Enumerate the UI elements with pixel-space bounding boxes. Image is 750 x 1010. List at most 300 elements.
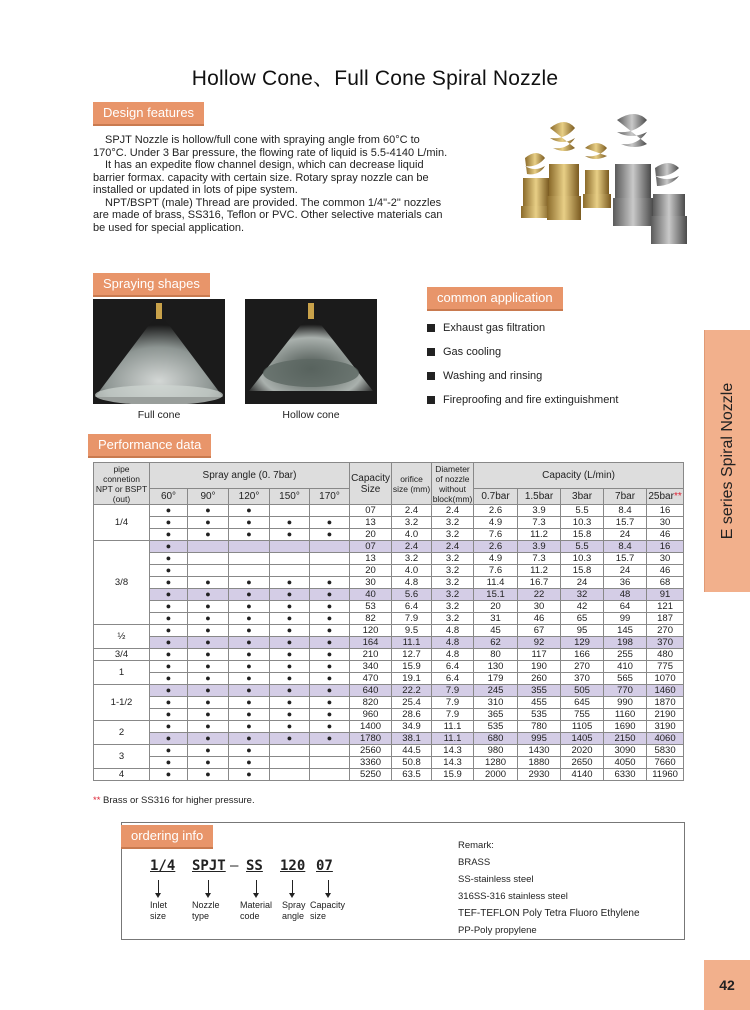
capacity-size-cell: 30 — [350, 577, 392, 589]
spray-angle-dot: ● — [150, 757, 188, 769]
orifice-cell: 3.2 — [392, 517, 432, 529]
design-paragraph-2: It has an expedite flow channel design, which can decrease liquid barrier formax. capacity with certain size. Rotary spray nozzle can be installed or updated in lots of pipe system. — [93, 159, 429, 196]
spray-angle-dot — [310, 769, 350, 781]
design-paragraph-1: SPJT Nozzle is hollow/full cone with spraying angle from 60°C to 170°C. Under 3 Bar pressure, the flowing rate of liquid is 5.5-4140 L/min. — [93, 134, 448, 159]
ordering-info-tag: ordering info — [121, 825, 213, 849]
pipe-size-cell: 3 — [94, 745, 150, 769]
diameter-cell: 2.4 — [432, 505, 474, 517]
table-row — [94, 553, 684, 565]
arrow-down-icon — [253, 893, 259, 898]
table-row — [94, 625, 684, 637]
spray-angle-dot: ● — [229, 673, 270, 685]
table-row — [94, 637, 684, 649]
pressure-header: 7bar — [604, 489, 647, 505]
capacity-cell: 4.9 — [474, 553, 518, 565]
spray-angle-dot: ● — [229, 529, 270, 541]
capacity-cell: 99 — [604, 613, 647, 625]
spray-angle-dot: ● — [150, 577, 188, 589]
diameter-cell: 3.2 — [432, 565, 474, 577]
arrow-line — [158, 880, 159, 894]
orifice-cell: 4.0 — [392, 529, 432, 541]
table-row — [94, 601, 684, 613]
spray-angle-dot: ● — [188, 517, 229, 529]
capacity-size-cell: 82 — [350, 613, 392, 625]
code-capacity: 07 — [316, 858, 333, 874]
capacity-cell: 1460 — [647, 685, 684, 697]
spray-angle-dot: ● — [310, 685, 350, 697]
pressure-header: 25bar** — [647, 489, 684, 505]
capacity-cell: 16 — [647, 505, 684, 517]
capacity-cell: 62 — [474, 637, 518, 649]
capacity-cell: 6330 — [604, 769, 647, 781]
capacity-cell: 2190 — [647, 709, 684, 721]
spray-angle-dot: ● — [229, 697, 270, 709]
spray-angle-dot: ● — [229, 709, 270, 721]
spray-angle-dot: ● — [310, 589, 350, 601]
capacity-size-cell: 07 — [350, 541, 392, 553]
bullet-square-icon — [427, 396, 435, 404]
capacity-cell: 1160 — [604, 709, 647, 721]
spray-angle-dot — [270, 757, 310, 769]
diameter-cell: 4.8 — [432, 649, 474, 661]
orifice-cell: 11.1 — [392, 637, 432, 649]
spray-angle-dot: ● — [270, 673, 310, 685]
spiral-nozzles-photo — [505, 108, 695, 248]
capacity-cell: 67 — [518, 625, 561, 637]
capacity-cell: 7.6 — [474, 565, 518, 577]
spray-angle-dot: ● — [270, 733, 310, 745]
capacity-cell: 36 — [604, 577, 647, 589]
brass-nozzle-1 — [521, 153, 551, 218]
spray-angle-dot: ● — [270, 649, 310, 661]
capacity-size-cell: 640 — [350, 685, 392, 697]
capacity-cell: 11.2 — [518, 565, 561, 577]
diameter-header: Diameter of nozzle without block(mm) — [432, 463, 473, 504]
spray-angle-dot: ● — [229, 721, 270, 733]
capacity-cell: 198 — [604, 637, 647, 649]
spray-angle-dot: ● — [150, 661, 188, 673]
capacity-cell: 245 — [474, 685, 518, 697]
capacity-cell: 7.6 — [474, 529, 518, 541]
diameter-cell: 7.9 — [432, 697, 474, 709]
application-list — [427, 316, 677, 412]
code-spray-angle: 120 — [280, 858, 306, 874]
steel-nozzle-2 — [651, 163, 687, 244]
diameter-cell: 7.9 — [432, 709, 474, 721]
capacity-cell: 129 — [561, 637, 604, 649]
spray-angle-dot: ● — [150, 721, 188, 733]
capacity-cell: 3090 — [604, 745, 647, 757]
spray-angle-dot: ● — [229, 505, 270, 517]
spray-angle-dot: ● — [310, 697, 350, 709]
spray-angle-dot — [229, 553, 270, 565]
application-item: Washing and rinsing — [427, 364, 677, 388]
table-row — [94, 685, 684, 697]
spray-angle-dot: ● — [150, 769, 188, 781]
capacity-cell: 410 — [604, 661, 647, 673]
capacity-cell: 4060 — [647, 733, 684, 745]
capacity-cell: 15.8 — [561, 565, 604, 577]
spray-angle-dot: ● — [150, 517, 188, 529]
code-nozzle-type: SPJT — [192, 858, 226, 874]
diameter-cell: 3.2 — [432, 613, 474, 625]
capacity-size-cell: 2560 — [350, 745, 392, 757]
capacity-cell: 4.9 — [474, 517, 518, 529]
design-paragraph-3: NPT/BSPT (male) Thread are provided. The common 1/4"-2" nozzles are made of brass, SS316, Teflon or PVC. Other selective materials can be used for special application. — [93, 196, 443, 234]
spray-angle-dot: ● — [270, 625, 310, 637]
capacity-cell: 310 — [474, 697, 518, 709]
angle-header: 120° — [229, 489, 270, 505]
capacity-cell: 91 — [647, 589, 684, 601]
orifice-cell: 9.5 — [392, 625, 432, 637]
spray-angle-dot: ● — [229, 589, 270, 601]
pressure-header: 0.7bar — [474, 489, 518, 505]
capacity-cell: 166 — [561, 649, 604, 661]
pipe-size-cell: 1-1/2 — [94, 685, 150, 721]
remark-item: 316SS-316 stainless steel — [458, 891, 568, 902]
ordering-code — [150, 858, 410, 878]
spray-angle-dot — [310, 505, 350, 517]
capacity-cell: 355 — [518, 685, 561, 697]
capacity-cell: 68 — [647, 577, 684, 589]
application-item: Fireproofing and fire extinguishment — [427, 388, 677, 412]
page-title: Hollow Cone、Full Cone Spiral Nozzle — [191, 67, 559, 90]
spray-angle-dot: ● — [188, 613, 229, 625]
capacity-cell: 11.2 — [518, 529, 561, 541]
spray-angle-dot: ● — [229, 745, 270, 757]
performance-table-body — [94, 505, 684, 781]
spray-angle-dot: ● — [310, 721, 350, 733]
spray-angle-dot: ● — [229, 649, 270, 661]
diameter-cell: 6.4 — [432, 673, 474, 685]
capacity-cell: 95 — [561, 625, 604, 637]
capacity-cell: 24 — [604, 565, 647, 577]
capacity-cell: 480 — [647, 649, 684, 661]
capacity-cell: 7660 — [647, 757, 684, 769]
diameter-cell: 15.9 — [432, 769, 474, 781]
pipe-size-cell: 3/8 — [94, 541, 150, 625]
table-row — [94, 613, 684, 625]
table-row — [94, 577, 684, 589]
spray-angle-dot: ● — [150, 529, 188, 541]
pipe-size-cell: 1/4 — [94, 505, 150, 541]
capacity-cell: 46 — [647, 565, 684, 577]
spray-angle-dot: ● — [229, 685, 270, 697]
spray-angle-header: Spray angle (0. 7bar) — [150, 463, 350, 489]
capacity-cell: 65 — [561, 613, 604, 625]
remark-item: BRASS — [458, 857, 491, 868]
design-features-tag: Design features — [93, 102, 204, 126]
arrow-line — [256, 880, 257, 894]
spray-angle-dot: ● — [188, 769, 229, 781]
capacity-size-cell: 20 — [350, 565, 392, 577]
spray-angle-dot: ● — [270, 577, 310, 589]
spray-angle-dot: ● — [150, 649, 188, 661]
spray-angle-dot — [270, 541, 310, 553]
remark-item: PP-Poly propylene — [458, 925, 537, 936]
spray-angle-dot — [229, 541, 270, 553]
arrow-down-icon — [289, 893, 295, 898]
capacity-cell: 46 — [518, 613, 561, 625]
full-cone-caption: Full cone — [137, 409, 181, 421]
spray-angle-dot: ● — [188, 625, 229, 637]
remark-item: TEF-TEFLON Poly Tetra Fluoro Ethylene — [458, 908, 640, 919]
spray-angle-dot — [310, 757, 350, 769]
pipe-size-cell: 4 — [94, 769, 150, 781]
capacity-cell: 5.5 — [561, 541, 604, 553]
arrow-down-icon — [205, 893, 211, 898]
orifice-cell: 44.5 — [392, 745, 432, 757]
arrow-line — [292, 880, 293, 894]
spray-angle-dot — [310, 553, 350, 565]
capacity-size-cell: 5250 — [350, 769, 392, 781]
orifice-cell: 28.6 — [392, 709, 432, 721]
label-capacity-size: Capacity size — [310, 900, 346, 921]
label-inlet-size: Inlet size — [150, 900, 168, 921]
spray-angle-dot: ● — [150, 553, 188, 565]
bullet-square-icon — [427, 372, 435, 380]
pressure-mark: ** — [673, 491, 682, 502]
code-material: SS — [246, 858, 263, 874]
table-row — [94, 661, 684, 673]
capacity-cell: 5.5 — [561, 505, 604, 517]
spray-angle-dot: ● — [229, 517, 270, 529]
capacity-cell: 42 — [561, 601, 604, 613]
arrow-line — [328, 880, 329, 894]
spray-angle-dot: ● — [229, 577, 270, 589]
orifice-cell: 38.1 — [392, 733, 432, 745]
capacity-cell: 20 — [474, 601, 518, 613]
capacity-cell: 2150 — [604, 733, 647, 745]
table-row — [94, 649, 684, 661]
orifice-cell: 25.4 — [392, 697, 432, 709]
capacity-size-header: Capacity Size — [350, 463, 392, 505]
capacity-cell: 5830 — [647, 745, 684, 757]
orifice-cell: 2.4 — [392, 541, 432, 553]
capacity-cell: 45 — [474, 625, 518, 637]
capacity-size-cell: 120 — [350, 625, 392, 637]
capacity-cell: 22 — [518, 589, 561, 601]
spray-angle-dot: ● — [229, 613, 270, 625]
capacity-cell: 10.3 — [561, 553, 604, 565]
spray-angle-dot: ● — [310, 613, 350, 625]
capacity-cell: 130 — [474, 661, 518, 673]
bullet-square-icon — [427, 348, 435, 356]
remark-block — [458, 837, 683, 939]
spray-angle-dot — [229, 565, 270, 577]
arrow-down-icon — [325, 893, 331, 898]
spray-angle-dot — [270, 553, 310, 565]
diameter-cell: 4.8 — [432, 637, 474, 649]
diameter-cell: 6.4 — [432, 661, 474, 673]
spray-angle-dot: ● — [270, 685, 310, 697]
table-row — [94, 565, 684, 577]
capacity-cell: 64 — [604, 601, 647, 613]
hollow-cone-spray-image — [245, 299, 377, 404]
spray-angle-dot: ● — [150, 565, 188, 577]
spray-angle-dot — [310, 565, 350, 577]
capacity-cell: 2.6 — [474, 505, 518, 517]
capacity-cell: 8.4 — [604, 541, 647, 553]
diameter-cell: 7.9 — [432, 685, 474, 697]
spray-angle-dot: ● — [270, 697, 310, 709]
orifice-cell: 5.6 — [392, 589, 432, 601]
capacity-header: Capacity (L/min) — [474, 463, 684, 489]
capacity-cell: 24 — [561, 577, 604, 589]
diameter-cell: 3.2 — [432, 589, 474, 601]
ordering-code-legend — [150, 878, 410, 928]
spray-angle-dot: ● — [310, 529, 350, 541]
spray-angle-dot — [188, 565, 229, 577]
diameter-cell: 14.3 — [432, 757, 474, 769]
capacity-cell: 990 — [604, 697, 647, 709]
remark-item: SS-stainless steel — [458, 874, 534, 885]
pressure-note: ** Brass or SS316 for higher pressure. — [93, 795, 255, 806]
remark-title: Remark: — [458, 840, 494, 851]
pipe-size-cell: 2 — [94, 721, 150, 745]
capacity-cell: 565 — [604, 673, 647, 685]
capacity-cell: 1280 — [474, 757, 518, 769]
spray-angle-dot: ● — [229, 733, 270, 745]
arrow-down-icon — [155, 893, 161, 898]
capacity-size-cell: 164 — [350, 637, 392, 649]
capacity-cell: 48 — [604, 589, 647, 601]
capacity-size-cell: 53 — [350, 601, 392, 613]
spray-angle-dot: ● — [270, 661, 310, 673]
capacity-size-cell: 07 — [350, 505, 392, 517]
code-dash: — — [230, 858, 239, 874]
spray-angle-dot: ● — [270, 613, 310, 625]
capacity-cell: 4050 — [604, 757, 647, 769]
spray-angle-dot: ● — [270, 589, 310, 601]
capacity-cell: 179 — [474, 673, 518, 685]
capacity-cell: 980 — [474, 745, 518, 757]
spray-angle-dot: ● — [310, 649, 350, 661]
pressure-header: 1.5bar — [518, 489, 561, 505]
table-row — [94, 589, 684, 601]
capacity-cell: 16 — [647, 541, 684, 553]
spray-angle-dot: ● — [188, 529, 229, 541]
capacity-cell: 755 — [561, 709, 604, 721]
capacity-cell: 11.4 — [474, 577, 518, 589]
spray-angle-dot: ● — [229, 625, 270, 637]
orifice-cell: 34.9 — [392, 721, 432, 733]
pipe-header: pipe connetion NPT or BSPT (out) — [94, 463, 150, 505]
capacity-size-cell: 470 — [350, 673, 392, 685]
spray-angle-dot — [270, 505, 310, 517]
capacity-cell: 1880 — [518, 757, 561, 769]
table-row — [94, 745, 684, 757]
table-row — [94, 697, 684, 709]
capacity-cell: 1870 — [647, 697, 684, 709]
capacity-cell: 1405 — [561, 733, 604, 745]
spray-angle-dot: ● — [188, 757, 229, 769]
orifice-cell: 50.8 — [392, 757, 432, 769]
capacity-cell: 995 — [518, 733, 561, 745]
spray-angle-dot: ● — [150, 733, 188, 745]
orifice-cell: 3.2 — [392, 553, 432, 565]
capacity-cell: 1430 — [518, 745, 561, 757]
page-number: 42 — [704, 960, 750, 1010]
capacity-cell: 1070 — [647, 673, 684, 685]
capacity-cell: 2020 — [561, 745, 604, 757]
spray-angle-dot: ● — [188, 637, 229, 649]
spray-angle-dot: ● — [188, 745, 229, 757]
hollow-cone-caption: Hollow cone — [282, 409, 340, 421]
capacity-cell: 32 — [561, 589, 604, 601]
table-row — [94, 769, 684, 781]
capacity-size-cell: 40 — [350, 589, 392, 601]
table-row — [94, 757, 684, 769]
design-features-text — [93, 134, 448, 234]
spray-angle-dot: ● — [188, 685, 229, 697]
capacity-cell: 30 — [647, 553, 684, 565]
capacity-cell: 80 — [474, 649, 518, 661]
capacity-cell: 775 — [647, 661, 684, 673]
capacity-cell: 770 — [604, 685, 647, 697]
capacity-cell: 455 — [518, 697, 561, 709]
capacity-size-cell: 3360 — [350, 757, 392, 769]
angle-header: 90° — [188, 489, 229, 505]
orifice-cell: 6.4 — [392, 601, 432, 613]
orifice-cell: 2.4 — [392, 505, 432, 517]
spray-angle-dot: ● — [310, 577, 350, 589]
capacity-size-cell: 210 — [350, 649, 392, 661]
capacity-cell: 535 — [474, 721, 518, 733]
orifice-cell: 63.5 — [392, 769, 432, 781]
capacity-size-cell: 13 — [350, 517, 392, 529]
diameter-cell: 11.1 — [432, 733, 474, 745]
performance-table — [93, 462, 684, 781]
brass-nozzle-2 — [547, 122, 581, 220]
spray-angle-dot: ● — [270, 517, 310, 529]
capacity-cell: 15.7 — [604, 517, 647, 529]
diameter-cell: 3.2 — [432, 517, 474, 529]
table-row — [94, 541, 684, 553]
arrow-line — [208, 880, 209, 894]
capacity-cell: 2000 — [474, 769, 518, 781]
table-row — [94, 709, 684, 721]
capacity-size-cell: 340 — [350, 661, 392, 673]
capacity-cell: 680 — [474, 733, 518, 745]
diameter-cell: 11.1 — [432, 721, 474, 733]
label-nozzle-type: Nozzle type — [192, 900, 220, 921]
spray-angle-dot: ● — [310, 625, 350, 637]
capacity-cell: 16.7 — [518, 577, 561, 589]
code-inlet-size: 1/4 — [150, 858, 176, 874]
capacity-cell: 15.1 — [474, 589, 518, 601]
pipe-size-cell: 3/4 — [94, 649, 150, 661]
capacity-cell: 255 — [604, 649, 647, 661]
spray-angle-dot: ● — [188, 577, 229, 589]
capacity-cell: 3190 — [647, 721, 684, 733]
capacity-cell: 30 — [518, 601, 561, 613]
capacity-cell: 4140 — [561, 769, 604, 781]
spray-angle-dot: ● — [188, 505, 229, 517]
table-row — [94, 529, 684, 541]
pipe-size-cell: 1 — [94, 661, 150, 685]
orifice-cell: 22.2 — [392, 685, 432, 697]
spray-angle-dot: ● — [229, 661, 270, 673]
common-application-tag: common application — [427, 287, 563, 311]
spray-angle-dot — [310, 541, 350, 553]
capacity-cell: 11960 — [647, 769, 684, 781]
capacity-cell: 117 — [518, 649, 561, 661]
capacity-cell: 121 — [647, 601, 684, 613]
capacity-cell: 270 — [561, 661, 604, 673]
diameter-cell: 3.2 — [432, 529, 474, 541]
table-row — [94, 733, 684, 745]
